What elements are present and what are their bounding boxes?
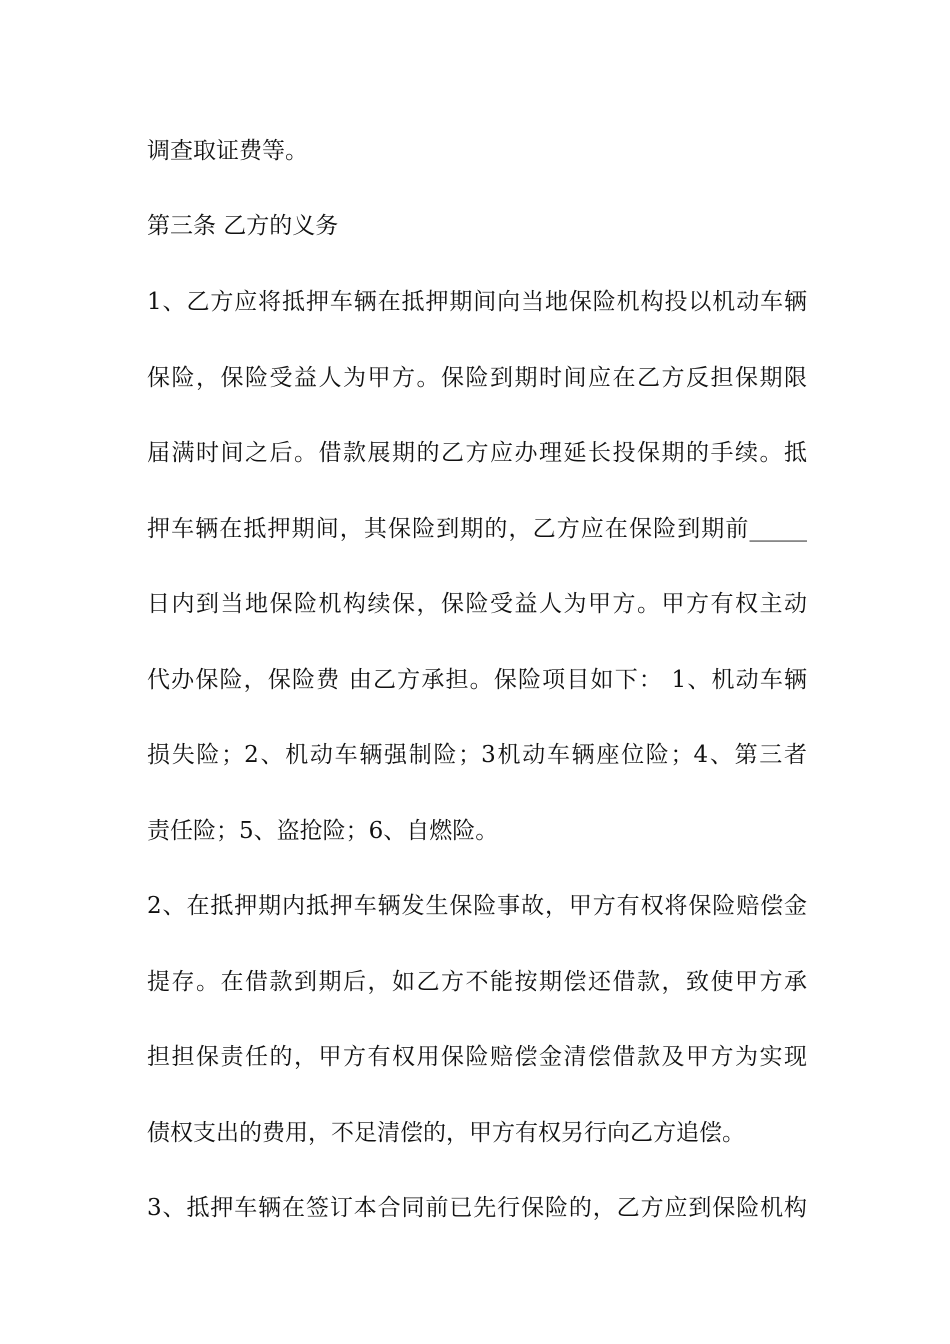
text-line-10: 责任险；5、盗抢险；6、自燃险。 — [147, 818, 499, 844]
text-line-13: 担担保责任的，甲方有权用保险赔偿金清偿借款及甲方为实现 — [147, 1044, 807, 1070]
text-line-11: 2、在抵押期内抵押车辆发生保险事故，甲方有权将保险赔偿金 — [147, 893, 807, 919]
text-line-8: 代办保险，保险费 由乙方承担。保险项目如下： 1、机动车辆 — [147, 667, 807, 693]
text-line-4: 保险，保险受益人为甲方。保险到期时间应在乙方反担保期限 — [147, 365, 807, 391]
text-line-14: 债权支出的费用，不足清偿的，甲方有权另行向乙方追偿。 — [147, 1120, 745, 1146]
text-line-1: 调查取证费等。 — [147, 138, 308, 164]
text-line-9: 损失险；2、机动车辆强制险；3机动车辆座位险；4、第三者 — [147, 742, 807, 768]
text-line-6: 押车辆在抵押期间，其保险到期的，乙方应在保险到期前_____ — [147, 516, 807, 542]
text-line-3: 1、乙方应将抵押车辆在抵押期间向当地保险机构投以机动车辆 — [147, 289, 807, 315]
text-line-12: 提存。在借款到期后，如乙方不能按期偿还借款，致使甲方承 — [147, 969, 807, 995]
section-heading: 第三条 乙方的义务 — [147, 213, 339, 239]
text-line-15: 3、抵押车辆在签订本合同前已先行保险的，乙方应到保险机构 — [147, 1195, 807, 1221]
text-line-5: 届满时间之后。借款展期的乙方应办理延长投保期的手续。抵 — [147, 440, 807, 466]
text-line-7: 日内到当地保险机构续保，保险受益人为甲方。甲方有权主动 — [147, 591, 807, 617]
